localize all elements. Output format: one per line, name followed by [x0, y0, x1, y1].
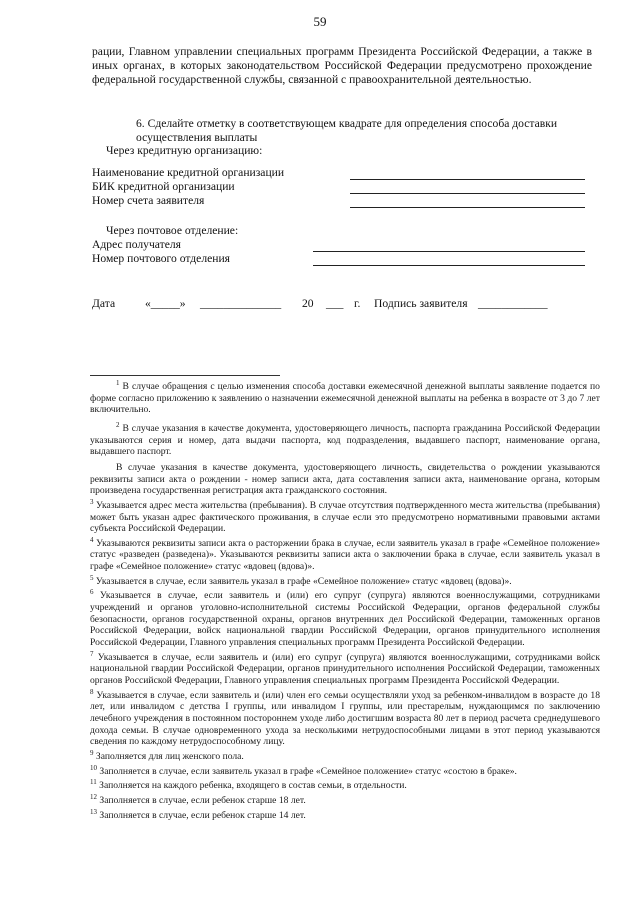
bank-name-line[interactable] — [350, 179, 585, 180]
post-office-number-label: Номер почтового отделения — [92, 252, 230, 265]
year-field[interactable]: ___ — [326, 297, 344, 310]
footnote-13: $^{13}$ Заполняется в случае, если ребенок старше 14 лет. — [90, 807, 306, 822]
footnote-9: $^9$ Заполняется для лиц женского пола. — [90, 748, 244, 762]
signature-label: Подпись заявителя — [374, 297, 468, 310]
intro-paragraph: рации, Главном управлении специальных программ Президента Российской Федерации, а также в иных органах, в которых законодательством Российской Федерации предусмотрено прохождение федеральной государственной службы, связанной с правоохранительной деятельностью. — [92, 45, 592, 87]
bank-bik-label: БИК кредитной организации — [92, 180, 235, 193]
footnote-4: $^4$ Указываются реквизиты записи акта о расторжении брака в случае, если заявитель указал в графе «Семейное положение» статус «разведен (разведена)». Указываются реквизиты записи акта о заключении брака в случае, если заявитель указал в графе «Семейное положение» статус «вдовец (вдова)». — [90, 535, 600, 573]
footnote-8: $^8$ Указывается в случае, если заявитель и (или) член его семьи осуществляли уход за ребенком-инвалидом в возрасте до 18 лет, или инвалидом с детства I группы, или инвалидом I группы, или престарелым, нуждающимся по заключению лечебного учреждения в постоянном постороннем уходе либо достигшим возраста 80 лет в период расчета среднедушевого дохода семьи. В случае одновременного ухода за несколькими нетрудоспособными лицами в этот период указываются сведения по каждому нетрудоспособному лицу. — [90, 687, 600, 748]
year-prefix: 20 — [302, 297, 314, 310]
signature-field[interactable]: ____________ — [478, 297, 548, 310]
recipient-address-label: Адрес получателя — [92, 238, 181, 251]
account-number-line[interactable] — [350, 207, 585, 208]
footnote-11: $^{11}$ Заполняется на каждого ребенка, входящего в состав семьи, в отдельности. — [90, 778, 407, 792]
item-6-instruction: 6. Сделайте отметку в соответствующем квадрате для определения способа доставки осуществления выплаты — [136, 117, 558, 144]
footnote-6: $^6$ Указывается в случае, если заявитель и (или) его супруг (супруга) являются военнослужащими, сотрудниками учреждений и органов уголовно-исполнительной системы Российской Федерации, органов федеральной службы безопасности, органов государственной охраны, органов внутренних дел Российской Федерации, таможенных органов Российской Федерации, войск национальной гвардии Российской Федерации, органов принудительного исполнения Российской Федерации, Главного управления специальных программ Президента Российской Федерации. — [90, 588, 600, 648]
date-label: Дата — [92, 297, 116, 310]
bank-name-label: Наименование кредитной организации — [92, 166, 285, 179]
date-day-field[interactable]: «_____» — [145, 297, 186, 310]
footnote-1: $^1$ В случае обращения с целью изменения способа доставки ежемесячной денежной выплаты заявление подается по форме согласно приложению к заявлению о назначении ежемесячной денежной выплаты на ребенка в возрасте от 3 до 7 лет включительно. — [90, 379, 600, 416]
year-suffix: г. — [354, 297, 361, 310]
footnote-2: $^2$ В случае указания в качестве документа, удостоверяющего личность, паспорта гражданина Российской Федерации указываются серия и номер, дата выдачи паспорта, код подразделения, выдавшего паспорт, наименование органа, выдавшего паспорт. — [90, 420, 600, 458]
footnote-12: $^{12}$ Заполняется в случае, если ребенок старше 18 лет. — [90, 793, 306, 807]
footnotes — [90, 378, 600, 822]
footnote-2-continued: В случае указания в качестве документа, удостоверяющего личность, свидетельства о рождении указываются реквизиты записи акта о рождении - номер записи акта, дата составления записи акта, наименование органа, которым произведена государственная регистрация акта гражданского состояния. — [90, 461, 600, 497]
via-bank-label: Через кредитную организацию: — [106, 144, 263, 157]
footnote-10: $^{10}$ Заполняется в случае, если заявитель указал в графе «Семейное положение» статус «состою в браке». — [90, 763, 517, 777]
page-number: 59 — [313, 14, 327, 29]
post-office-number-line[interactable] — [313, 265, 585, 266]
footnote-3: $^3$ Указывается адрес места жительства (пребывания). В случае отсутствия подтвержденного места жительства (пребывания) может быть указан адрес фактического проживания, в случае если это предусмотрено нормативными правовыми актами субъекта Российской Федерации. — [90, 497, 600, 535]
account-number-label: Номер счета заявителя — [92, 194, 205, 207]
via-post-label: Через почтовое отделение: — [106, 224, 239, 237]
recipient-address-line[interactable] — [313, 251, 585, 252]
footnote-separator — [90, 375, 280, 376]
footnote-7: $^7$ Указывается в случае, если заявитель и (или) его супруг (супруга) являются военнослужащими, сотрудниками войск национальной гвардии Российской Федерации, органов принудительного исполнения Российской Федерации, таможенных органов Российской Федерации, Главного управления специальных программ Президента Российской Федерации. — [90, 649, 600, 686]
footnote-5: $^5$ Указывается в случае, если заявитель указал в графе «Семейное положение» статус «вдовец (вдова)». — [90, 573, 512, 587]
bank-bik-line[interactable] — [350, 193, 585, 194]
date-month-field[interactable]: ______________ — [200, 297, 282, 310]
